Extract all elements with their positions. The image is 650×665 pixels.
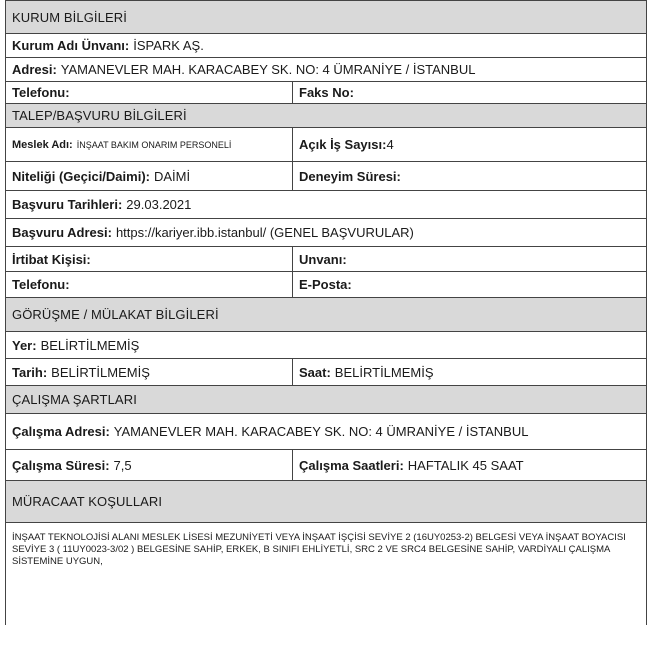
row-yer — [6, 332, 646, 359]
field-value: İNŞAAT BAKIM ONARIM PERSONELİ — [76, 139, 232, 150]
field-talep-telefon — [6, 272, 292, 297]
field-label: Faks No: — [299, 85, 354, 100]
field-label: Unvanı: — [299, 251, 347, 267]
row-muracaat-kosullari — [6, 523, 646, 625]
field-value: BELİRTİLMEMİŞ — [51, 364, 150, 380]
field-calisma-saatleri — [292, 450, 646, 480]
field-label: Kurum Adı Ünvanı: — [12, 38, 130, 53]
row-basvuru-adres — [6, 219, 646, 247]
field-label: Telefonu: — [12, 85, 70, 100]
row-meslek — [6, 128, 646, 162]
row-irtibat — [6, 247, 646, 272]
row-talep-iletisim — [6, 272, 646, 298]
row-tarih-saat — [6, 359, 646, 386]
field-label: Çalışma Saatleri: — [299, 457, 404, 473]
section-gorusme — [6, 298, 646, 332]
field-unvan — [292, 247, 646, 271]
section-title: GÖRÜŞME / MÜLAKAT BİLGİLERİ — [12, 307, 219, 322]
field-kurum-adi — [6, 34, 646, 57]
field-label: Başvuru Adresi: — [12, 225, 112, 240]
field-value: 29.03.2021 — [126, 197, 192, 212]
muracaat-text: İNŞAAT TEKNOLOJİSİ ALANI MESLEK LİSESİ MEZUNİYETİ VEYA İNŞAAT İŞÇİSİ SEVİYE 2 (16UY0253-2) BELGESİ VEYA İNŞAAT BOYACISI SEVİYE 3 ( 11UY0023-3/02 ) BELGESİNE SAHİP, ERKEK, B SINIFI EHLİYETLİ, SRC 2 VE SRC4 BELGESİNE SAHİP, VARDİYALI ÇALIŞMA SİSTEMİNE UYGUN, — [12, 532, 626, 567]
field-kurum-telefon — [6, 82, 292, 103]
field-value: BELİRTİLMEMİŞ — [334, 364, 434, 380]
row-basvuru-tarih — [6, 191, 646, 219]
field-label: Çalışma Adresi: — [12, 424, 110, 439]
field-label: Deneyim Süresi: — [299, 168, 401, 184]
field-eposta — [292, 272, 646, 297]
row-kurum-iletisim — [6, 82, 646, 104]
field-irtibat — [6, 247, 292, 271]
field-value: https://kariyer.ibb.istanbul/ (GENEL BAŞVURULAR) — [115, 225, 414, 240]
field-value: 4 — [386, 137, 394, 152]
field-label: Tarih: — [12, 364, 48, 380]
field-meslek-adi — [6, 128, 292, 161]
field-kurum-adres — [6, 58, 646, 81]
field-label: E-Posta: — [299, 277, 352, 292]
field-calisma-suresi — [6, 450, 292, 480]
section-muracaat — [6, 481, 646, 523]
field-value: İSPARK AŞ. — [133, 38, 204, 53]
field-acik-is-sayisi — [292, 128, 646, 161]
field-basvuru-tarih — [6, 191, 646, 218]
row-calisma-sure — [6, 450, 646, 481]
row-nitelik — [6, 162, 646, 191]
field-calisma-adres — [6, 414, 646, 449]
field-deneyim — [292, 162, 646, 190]
section-title: MÜRACAAT KOŞULLARI — [12, 494, 163, 509]
field-yer — [6, 332, 646, 358]
field-nitelik — [6, 162, 292, 190]
field-value: YAMANEVLER MAH. KARACABEY SK. NO: 4 ÜMRANİYE / İSTANBUL — [60, 62, 476, 77]
section-title: TALEP/BAŞVURU BİLGİLERİ — [12, 108, 187, 123]
field-label: Adresi: — [12, 62, 57, 77]
field-label: İrtibat Kişisi: — [12, 251, 91, 267]
section-calisma — [6, 386, 646, 414]
section-title: KURUM BİLGİLERİ — [12, 9, 127, 25]
field-label: Saat: — [299, 364, 331, 380]
field-label: Telefonu: — [12, 277, 70, 292]
section-title: ÇALIŞMA ŞARTLARI — [12, 392, 137, 407]
field-label: Açık İş Sayısı: — [299, 137, 387, 152]
section-talep — [6, 104, 646, 128]
section-kurum — [6, 0, 646, 34]
field-value: HAFTALIK 45 SAAT — [407, 457, 524, 473]
field-label: Başvuru Tarihleri: — [12, 197, 123, 212]
field-label: Yer: — [12, 337, 37, 353]
field-label: Çalışma Süresi: — [12, 457, 110, 473]
field-value: BELİRTİLMEMİŞ — [40, 337, 140, 353]
field-label: Meslek Adı: — [12, 138, 73, 151]
field-gorusme-saat — [292, 359, 646, 385]
row-kurum-adi — [6, 34, 646, 58]
field-value: DAİMİ — [153, 168, 191, 184]
field-gorusme-tarih — [6, 359, 292, 385]
row-calisma-adres — [6, 414, 646, 450]
field-label: Niteliği (Geçici/Daimi): — [12, 168, 150, 184]
job-posting-form — [5, 0, 647, 625]
row-kurum-adres — [6, 58, 646, 82]
field-basvuru-adres — [6, 219, 646, 246]
field-kurum-faks — [292, 82, 646, 103]
field-value: YAMANEVLER MAH. KARACABEY SK. NO: 4 ÜMRANİYE / İSTANBUL — [113, 424, 529, 439]
field-value: 7,5 — [113, 457, 132, 473]
